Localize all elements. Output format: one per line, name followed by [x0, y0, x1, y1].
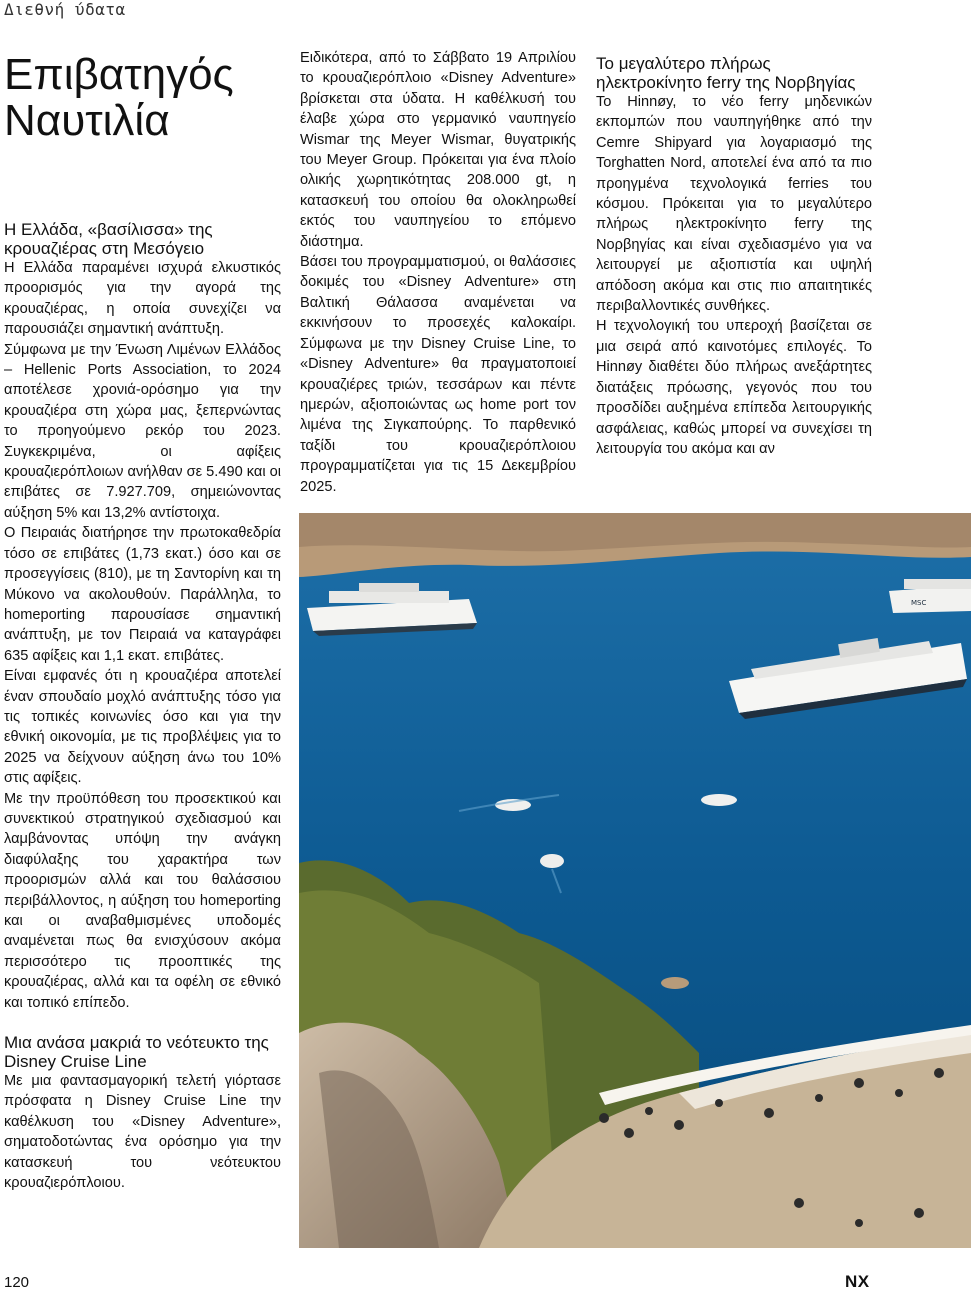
column-3 [596, 54, 872, 459]
page-title: Επιβατηγός Ναυτιλία [4, 50, 234, 145]
paragraph: Σύμφωνα με την Ένωση Λιμένων Ελλάδος – Hellenic Ports Association, το 2024 αποτέλεσε χρονιά-ορόσημο για την κρουαζιέρα στη χώρα μας, ξεπερνώντας το προηγούμενο ρεκόρ του 2023. Συγκεκριμένα, οι αφίξεις κρουαζιερόπλοιων ανήλθαν σε 5.490 και οι επιβάτες σε 7.927.709, σημειώνοντας αύξηση 5% και 13,2% αντίστοιχα. [4, 341, 281, 521]
page-number: 120 [4, 1274, 30, 1291]
paragraph: Ειδικότερα, από το Σάββατο 19 Απριλίου το κρουαζιερόπλοιο «Disney Adventure» βρίσκεται στα ύδατα. Η καθέλκυσή του έλαβε χώρα στο γερμανικό ναυπηγείο Wismar της Meyer Wismar, θυγατρικής του Meyer Group. Πρόκειται για ένα πλοίο ολικής χωρητικότητας 208.000 gt, η κατασκευή του οποίου θα ολοκληρωθεί εκτός του ναυπηγείου το επόμενο διάστημα. [300, 50, 576, 250]
small-boat [701, 794, 737, 806]
paragraph: Βάσει του προγραμματισμού, οι θαλάσσιες δοκιμές του «Disney Adventure» στη Βαλτική Θάλασσα αναμένεται να εκκινήσουν το προσεχές καλοκαίρι. Σύμφωνα με την Disney Cruise Line, το «Disney Adventure» θα πραγματοποιεί κρουαζιέρες τριών, τεσσάρων και πέντε ημερών, αξιοποιώντας ως home port τον λιμένα της Σιγκαπούρης. Το παρθενικό ταξίδι του κρουαζιερόπλοιου προγραμματίζεται για τις 15 Δεκεμβρίου 2025. [300, 254, 576, 495]
paragraph: Η τεχνολογική του υπεροχή βασίζεται σε μια σειρά από καινοτόμες επιλογές. Το Hinnøy διαθέτει δύο πλήρως ανεξάρτητες διατάξεις πρόωσης, γεγονός που του προσδίδει αυξημένα επίπεδα λειτουργικής ασφάλειας, καθώς μπορεί να συνεχίσει τη λειτουργία του ακόμα και αν [596, 318, 872, 457]
column-2 [300, 48, 576, 497]
paragraph: Με την προϋπόθεση του προσεκτικού και συνεκτικού στρατηγικού σχεδιασμού και λαμβάνοντας υπόψη την ανάγκη διαφύλαξης του χαρακτήρα των προορισμών αλλά και του θαλάσσιου περιβάλλοντος, η αύξηση του homeporting και οι αναβαθμισμένες υποδομές αναμένεται πως θα ενισχύσουν ακόμα περισσότερο τις προοπτικές της κρουαζιέρας, αλλά και τα οφέλη σε εθνικό και τοπικό επίπεδο. [4, 790, 281, 1011]
small-boat [661, 977, 689, 989]
column-1 [4, 220, 281, 1193]
paragraph: Ο Πειραιάς διατήρησε την πρωτοκαθεδρία τόσο σε επιβάτες (1,73 εκατ.) όσο και σε προσεγγίσεις (810), με τη Σαντορίνη και τη Μύκονο να ακολουθούν. Παράλληλα, το homeporting παρουσίασε σημαντική ανάπτυξη, με τον Πειραιά να καταγράφει 635 αφίξεις και 1,1 εκατ. επιβάτες. [4, 525, 281, 664]
section-heading-greece: Η Ελλάδα, «βασίλισσα» της κρουαζιέρας στη Μεσόγειο [4, 220, 213, 258]
ship-name-text: MSC [911, 599, 927, 607]
paragraph: Είναι εμφανές ότι η κρουαζιέρα αποτελεί έναν σπουδαίο μοχλό ανάπτυξης τόσο για τις τοπικές κοινωνίες όσο και για την εθνική οικονομία, με τις προβλέψεις για το 2025 να δείχνουν αύξηση άνω του 10% στις αφίξεις. [4, 668, 281, 787]
paragraph: Η Ελλάδα παραμένει ισχυρά ελκυστικός προορισμός για την αγορά της κρουαζιέρας, η οποία συνεχίζει να παρουσιάζει σημαντική ανάπτυξη. [4, 260, 281, 338]
running-head: Διεθνή ύδατα [4, 0, 126, 19]
publication-logo: NX [845, 1272, 870, 1291]
section-heading-ferry: Το μεγαλύτερο πλήρως ηλεκτροκίνητο ferry της Νορβηγίας [596, 54, 856, 92]
paragraph: Με μια φαντασμαγορική τελετή γιόρτασε πρόσφατα η Disney Cruise Line την καθέλκυση του «Disney Adventure», σηματοδοτώντας ένα ορόσημο για την κατασκευή του νεότευκτου κρουαζιερόπλοιου. [4, 1073, 281, 1192]
paragraph: Το Hinnøy, το νέο ferry μηδενικών εκπομπών που ναυπηγήθηκε από την Cemre Shipyard για λογαριασμό της Torghatten Nord, αποτελεί ένα από τα πιο προηγμένα τεχνολογικά ferries του κόσμου. Πρόκειται για το μεγαλύτερο πλήρως ηλεκτροκίνητο ferry της Νορβηγίας και είναι σχεδιασμένο για να λειτουργεί με αξιοπιστία και υψηλή απόδοση ακόμα και στις πιο απαιτητικές περιβαλλοντικές συνθήκες. [596, 94, 872, 315]
section-heading-disney: Μια ανάσα μακριά το νεότευκτο της Disney Cruise Line [4, 1033, 269, 1072]
santorini-cruise-photo [299, 513, 971, 1248]
